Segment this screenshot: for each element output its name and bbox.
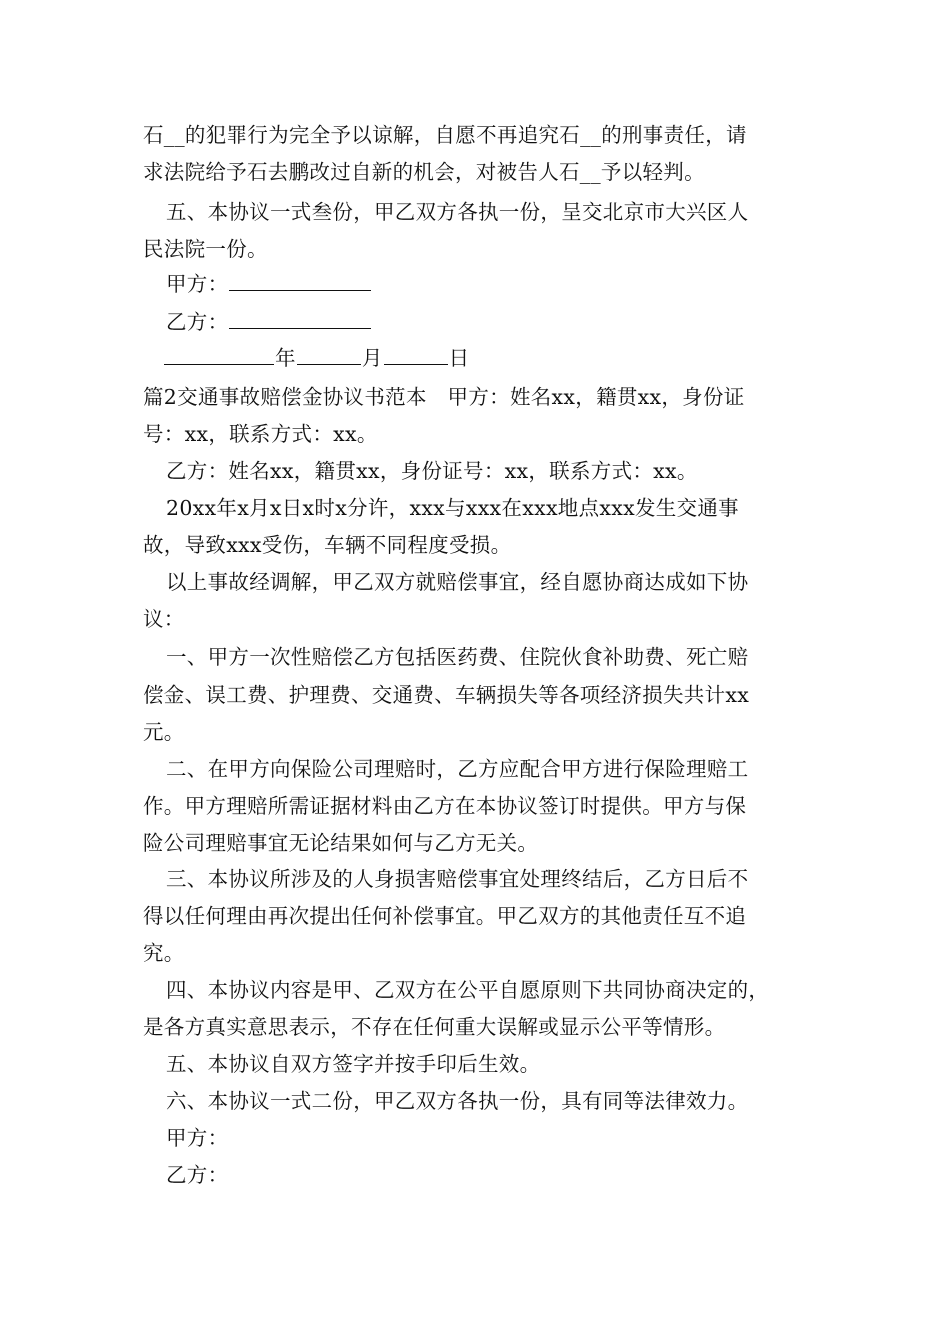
paragraph-line: 一、甲方一次性赔偿乙方包括医药费、住院伙食补助费、死亡赔 [166, 645, 749, 669]
paragraph-line: 号：xx，联系方式：xx。 [143, 422, 378, 446]
paragraph-line: 险公司理赔事宜无论结果如何与乙方无关。 [143, 831, 539, 855]
paragraph-line: 偿金、误工费、护理费、交通费、车辆损失等各项经济损失共计xx [143, 683, 750, 707]
paragraph-line: 求法院给予石去鹏改过自新的机会，对被告人石__予以轻判。 [143, 160, 705, 184]
paragraph-line: 三、本协议所涉及的人身损害赔偿事宜处理终结后，乙方日后不 [166, 867, 749, 891]
paragraph-line: 民法院一份。 [143, 237, 268, 261]
party-a-label: 甲方： [166, 1126, 229, 1150]
party-b-label: 乙方： [166, 310, 229, 334]
signature-party-a [166, 270, 372, 298]
paragraph-line: 元。 [143, 720, 185, 744]
signature-party-b [166, 308, 372, 336]
paragraph-line: 作。甲方理赔所需证据材料由乙方在本协议签订时提供。甲方与保 [143, 794, 747, 818]
signature-date [163, 344, 469, 372]
year-label: 年 [275, 346, 296, 370]
paragraph-line: 得以任何理由再次提出任何补偿事宜。甲乙双方的其他责任互不追 [143, 904, 747, 928]
party-b-label: 乙方： [166, 1163, 229, 1187]
paragraph-line: 故，导致xxx受伤，车辆不同程度受损。 [143, 533, 512, 557]
paragraph-line: 乙方：姓名xx，籍贯xx，身份证号：xx，联系方式：xx。 [166, 459, 698, 483]
paragraph-line: 20xx年x月x日x时x分许，xxx与xxx在xxx地点xxx发生交通事 [166, 496, 739, 520]
year-blank [164, 344, 274, 365]
month-blank [297, 344, 361, 365]
paragraph-line: 议： [143, 607, 185, 631]
signature-blank [229, 308, 371, 329]
section-heading-line: 篇2交通事故赔偿金协议书范本 甲方：姓名xx，籍贯xx，身份证 [143, 385, 745, 409]
party-a-label: 甲方： [166, 272, 229, 296]
paragraph-line: 是各方真实意思表示，不存在任何重大误解或显示公平等情形。 [143, 1015, 726, 1039]
paragraph-line: 二、在甲方向保险公司理赔时，乙方应配合甲方进行保险理赔工 [166, 757, 749, 781]
paragraph-line: 究。 [143, 941, 185, 965]
day-blank [384, 344, 448, 365]
paragraph-line: 六、本协议一式二份，甲乙双方各执一份，具有同等法律效力。 [166, 1089, 749, 1113]
month-label: 月 [361, 346, 383, 370]
paragraph-line: 以上事故经调解，甲乙双方就赔偿事宜，经自愿协商达成如下协 [166, 570, 749, 594]
paragraph-line: 四、本协议内容是甲、乙双方在公平自愿原则下共同协商决定的， [166, 978, 770, 1002]
day-label: 日 [448, 346, 470, 370]
paragraph-line: 五、本协议自双方签字并按手印后生效。 [166, 1052, 541, 1076]
signature-blank [229, 270, 371, 291]
paragraph-line: 石__的犯罪行为完全予以谅解，自愿不再追究石__的刑事责任，请 [143, 123, 747, 147]
paragraph-line: 五、本协议一式叁份，甲乙双方各执一份，呈交北京市大兴区人 [166, 200, 749, 224]
